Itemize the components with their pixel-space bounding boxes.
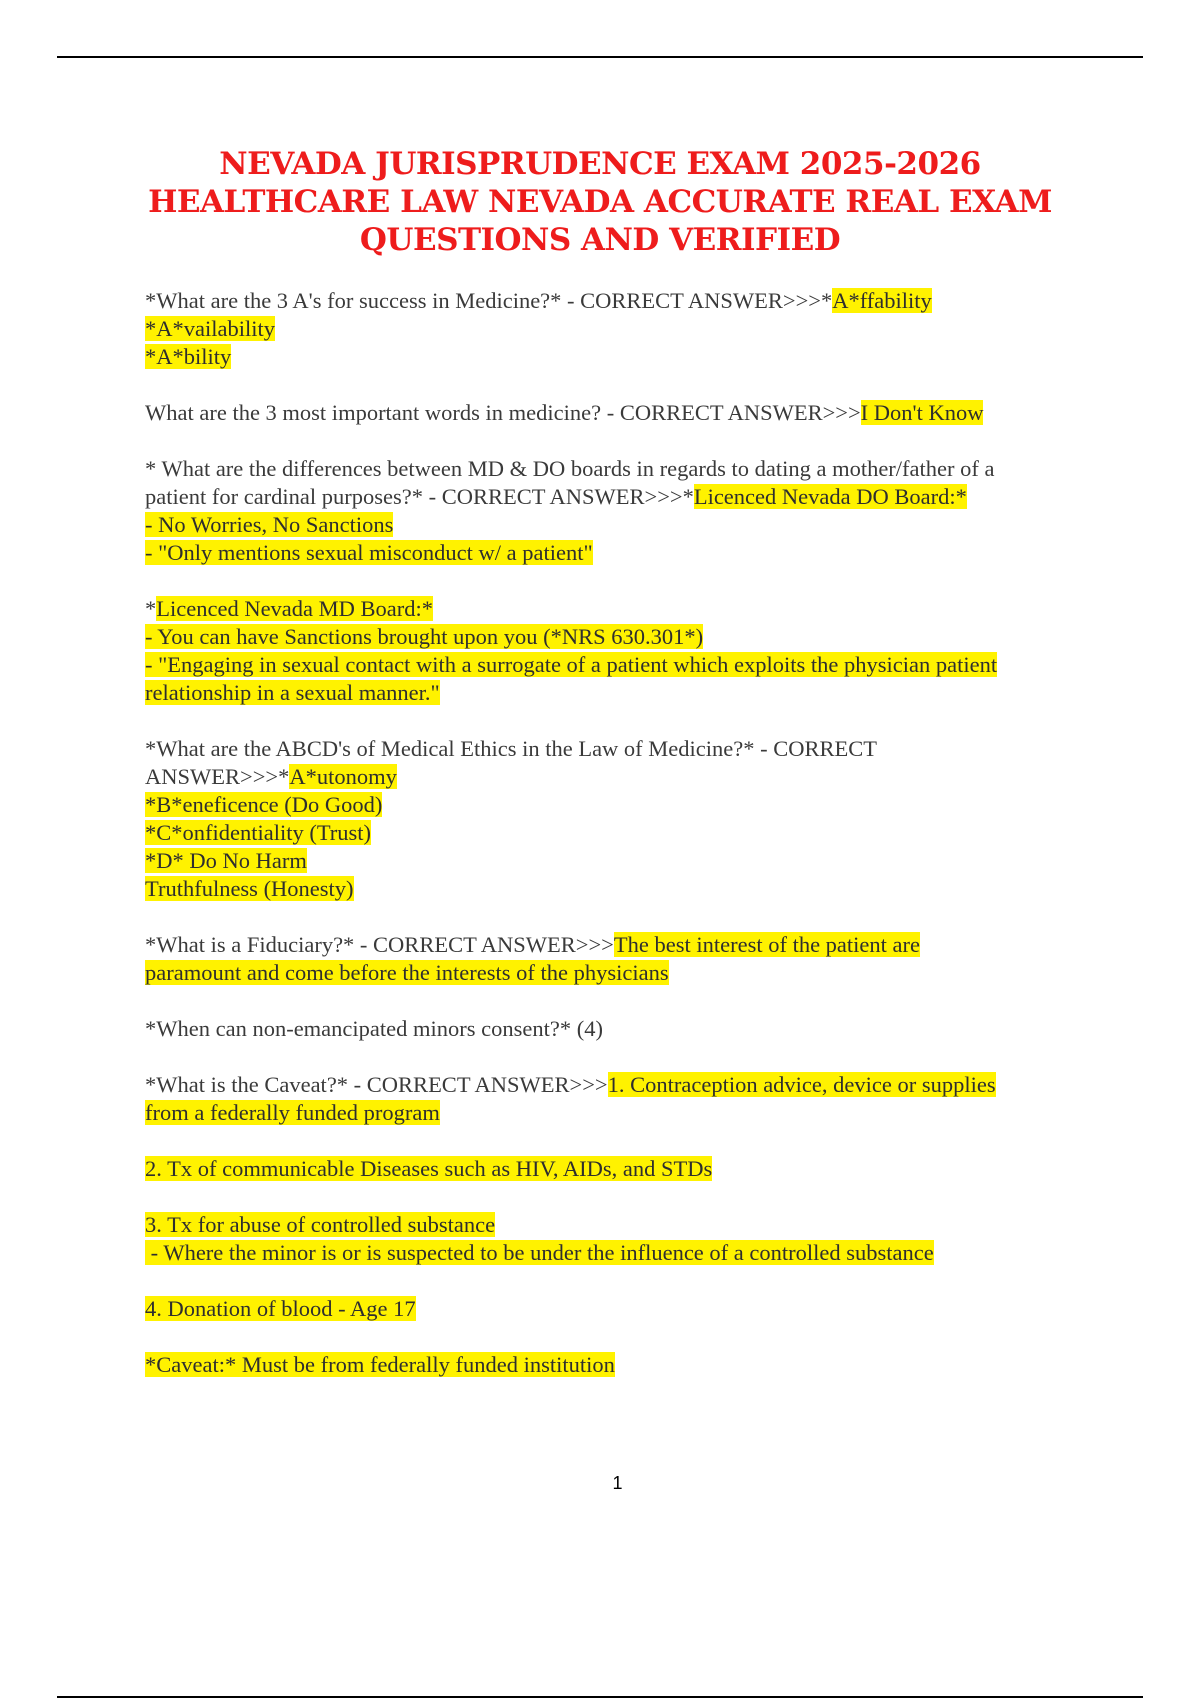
answer-highlight: 4. Donation of blood - Age 17 <box>145 1296 416 1321</box>
caveat-item-4 <box>145 1295 1075 1323</box>
qa-block-minors-consent <box>145 1015 1075 1043</box>
qa-block-md-do-boards <box>145 455 1075 567</box>
caveat-item-2 <box>145 1155 1075 1183</box>
caveat-note <box>145 1351 1075 1379</box>
answer-highlight: 1. Contraception advice, device or supplies <box>607 1072 996 1097</box>
answer-highlight: *C*onfidentiality (Trust) <box>145 820 372 845</box>
qa-block-3as <box>145 287 1075 371</box>
answer-highlight: - Where the minor is or is suspected to be under the influence of a controlled substance <box>145 1240 934 1265</box>
question-text: What are the 3 most important words in medicine? - CORRECT ANSWER>>> <box>145 400 861 425</box>
question-text: ANSWER>>>* <box>145 764 290 789</box>
answer-highlight: 3. Tx for abuse of controlled substance <box>145 1212 496 1237</box>
question-text: *When can non-emancipated minors consent?* (4) <box>145 1016 603 1041</box>
answer-highlight: from a federally funded program <box>145 1100 440 1125</box>
answer-highlight: *D* Do No Harm <box>145 848 307 873</box>
qa-block-caveat <box>145 1071 1075 1127</box>
page-number: 1 <box>612 1473 623 1493</box>
answer-highlight: A*ffability <box>832 288 932 313</box>
question-text: patient for cardinal purposes?* - CORRECT ANSWER>>>* <box>145 484 694 509</box>
title-line-1: NEVADA JURISPRUDENCE EXAM 2025-2026 <box>219 146 981 182</box>
question-text: *What are the 3 A's for success in Medicine?* - CORRECT ANSWER>>>* <box>145 288 833 313</box>
answer-highlight: The best interest of the patient are <box>613 932 920 957</box>
answer-highlight: Licenced Nevada DO Board:* <box>693 484 967 509</box>
header-rule <box>57 56 1143 58</box>
question-text: *What are the ABCD's of Medical Ethics in the Law of Medicine?* - CORRECT <box>145 736 878 761</box>
caveat-item-3 <box>145 1211 1075 1267</box>
footer-rule <box>57 1696 1143 1698</box>
answer-highlight: - No Worries, No Sanctions <box>145 512 394 537</box>
title-line-2: HEALTHCARE LAW NEVADA ACCURATE REAL EXAM <box>148 184 1052 220</box>
question-text: *What is a Fiduciary?* - CORRECT ANSWER>>> <box>145 932 614 957</box>
answer-highlight: Truthfulness (Honesty) <box>145 876 354 901</box>
answer-highlight: - "Only mentions sexual misconduct w/ a patient" <box>145 540 593 565</box>
answer-highlight: *A*bility <box>145 344 232 369</box>
answer-highlight: I Don't Know <box>860 400 984 425</box>
answer-highlight: paramount and come before the interests of the physicians <box>145 960 669 985</box>
answer-highlight: *Caveat:* Must be from federally funded institution <box>145 1352 615 1377</box>
answer-highlight: Licenced Nevada MD Board:* <box>156 596 434 621</box>
answer-highlight: A*utonomy <box>289 764 397 789</box>
answer-highlight: 2. Tx of communicable Diseases such as HIV, AIDs, and STDs <box>145 1156 713 1181</box>
qa-block-important-words <box>145 399 1075 427</box>
document-title <box>100 145 1100 259</box>
title-line-3: QUESTIONS AND VERIFIED <box>359 222 841 258</box>
answer-highlight: *A*vailability <box>145 316 275 341</box>
answer-highlight: - "Engaging in sexual contact with a surrogate of a patient which exploits the physician patient <box>145 652 998 677</box>
qa-block-fiduciary <box>145 931 1075 987</box>
answer-highlight: *B*eneficence (Do Good) <box>145 792 383 817</box>
question-text: *What is the Caveat?* - CORRECT ANSWER>>> <box>145 1072 608 1097</box>
answer-highlight: - You can have Sanctions brought upon you (*NRS 630.301*) <box>145 624 704 649</box>
document-body <box>145 287 1075 1407</box>
qa-block-abcd-ethics <box>145 735 1075 903</box>
qa-block-md-board <box>145 595 1075 707</box>
question-text: * What are the differences between MD & DO boards in regards to dating a mother/father of a <box>145 456 995 481</box>
answer-prefix: * <box>145 596 157 621</box>
answer-highlight: relationship in a sexual manner." <box>145 680 440 705</box>
